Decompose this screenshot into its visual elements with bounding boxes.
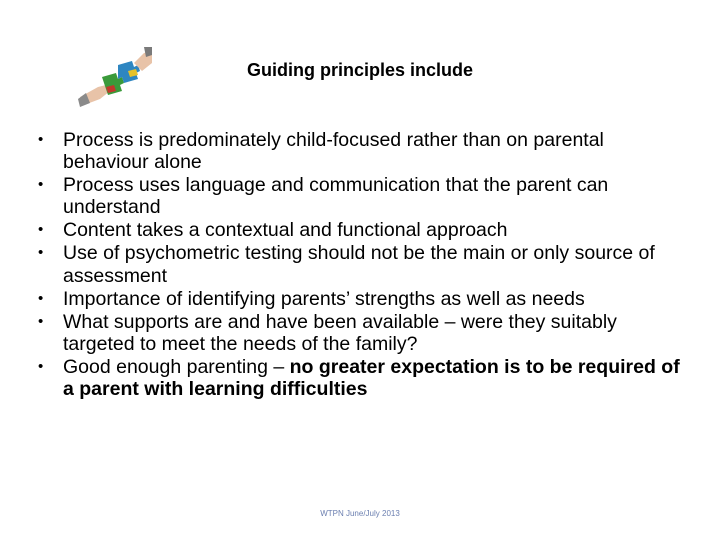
- list-item: [38, 356, 688, 400]
- bullet-icon: •: [38, 312, 44, 330]
- hands-puzzle-icon: [78, 47, 152, 107]
- bullet-bold-text: no greater expectation is to be required of a parent with learning difficulties: [63, 355, 680, 401]
- bullet-text: What supports are and have been available – were they suitably targeted to meet the needs of the family?: [63, 310, 617, 355]
- footer-text: WTPN June/July 2013: [320, 509, 400, 518]
- list-item: [38, 174, 688, 218]
- bullet-icon: •: [38, 357, 44, 375]
- bullet-list: [38, 129, 688, 401]
- bullet-text: Process uses language and communication that the parent can understand: [63, 174, 609, 219]
- bullet-text: Process is predominately child-focused rather than on parental behaviour alone: [63, 129, 604, 174]
- bullet-icon: •: [38, 131, 44, 148]
- list-item: [38, 219, 688, 241]
- list-item: [38, 242, 688, 286]
- bullet-icon: •: [38, 176, 44, 194]
- bullet-text: Good enough parenting –: [63, 355, 290, 378]
- bullet-icon: •: [38, 221, 44, 239]
- bullet-text: Use of psychometric testing should not be the main or only source of assessment: [63, 242, 655, 287]
- slide-title: Guiding principles include: [246, 60, 474, 80]
- list-item: [38, 311, 688, 355]
- bullet-icon: •: [38, 244, 44, 262]
- list-item: [38, 288, 688, 310]
- bullet-icon: •: [38, 289, 44, 307]
- bullet-text: Content takes a contextual and functional approach: [63, 219, 508, 242]
- bullet-text: Importance of identifying parents’ strengths as well as needs: [63, 287, 585, 310]
- list-item: [38, 129, 688, 173]
